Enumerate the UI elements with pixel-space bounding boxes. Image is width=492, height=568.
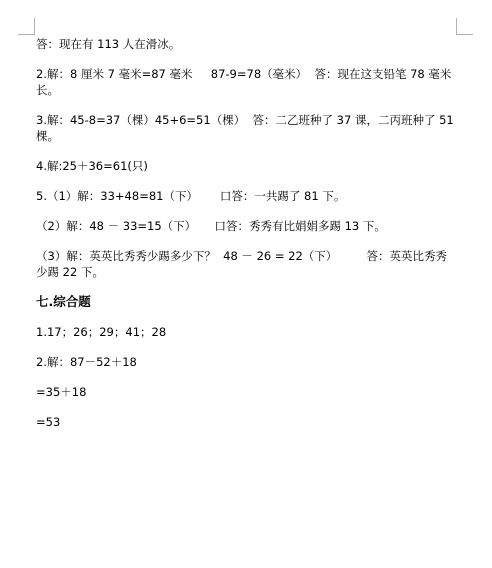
comprehensive-line-1: 1.17；26；29；41；28: [36, 325, 167, 339]
answer-line-5-1: 5.（1）解：33+48=81（下） 口答：一共踢了 81 下。: [36, 189, 346, 203]
crop-mark-top-right: [456, 18, 473, 35]
section-heading: 七.综合题: [36, 294, 91, 309]
crop-mark-top-left: [18, 18, 35, 35]
calc-step-1: =35＋18: [36, 385, 87, 399]
document-body: [36, 36, 456, 430]
calc-step-2: =53: [36, 415, 61, 429]
answer-line-4: 4.解:25＋36=61(只): [36, 159, 148, 173]
answer-line-2: 2.解：8 厘米 7 毫米=87 毫米 87-9=78（毫米） 答：现在这支铅笔 78 毫米长。: [36, 67, 452, 97]
answer-line-5-3: （3）解：英英比秀秀少踢多少下？ 48 － 26 = 22（下） 答：英英比秀秀少踢 22 下。: [36, 249, 448, 279]
comprehensive-line-2: 2.解：87－52＋18: [36, 355, 137, 369]
answer-line-3: 3.解：45-8=37（棵）45+6=51（棵） 答：二乙班种了 37 课，二丙班种了 51 棵。: [36, 113, 458, 143]
answer-line-1: 答：现在有 113 人在滑冰。: [36, 37, 181, 51]
answer-line-5-2: （2）解：48 － 33=15（下） 口答：秀秀有比娟娟多踢 13 下。: [36, 219, 386, 233]
